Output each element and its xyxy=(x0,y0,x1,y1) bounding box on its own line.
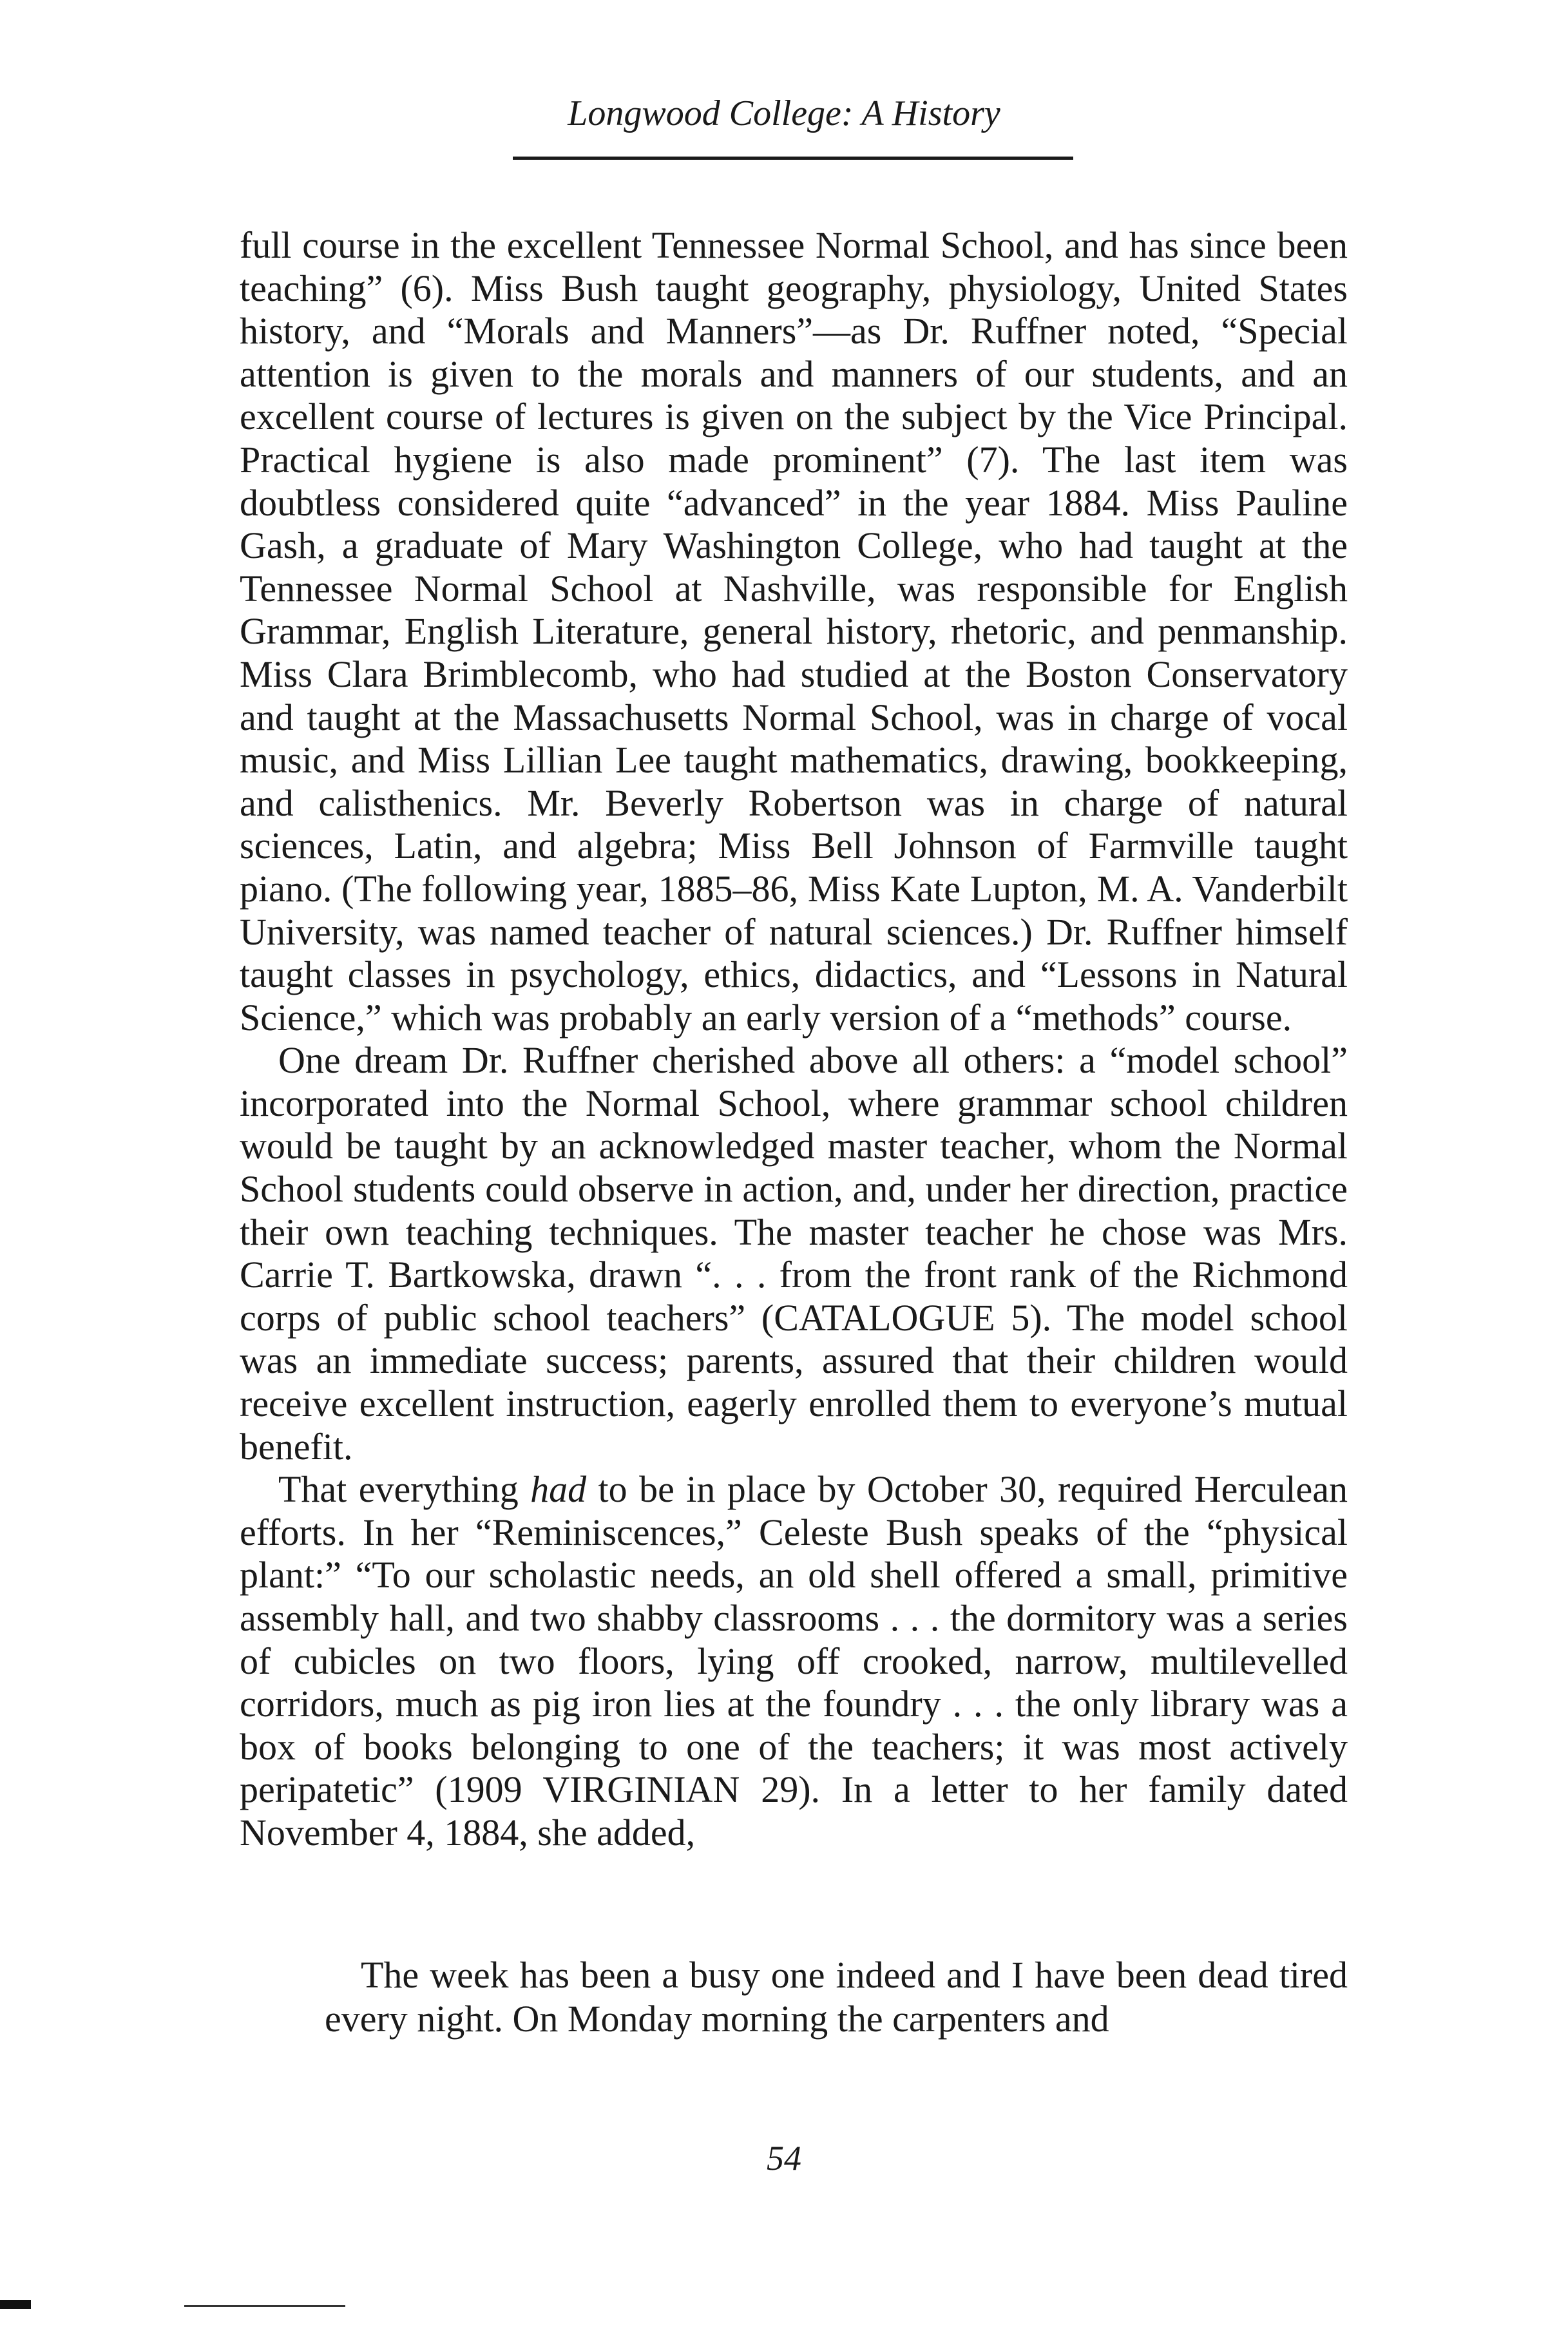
scan-edge-mark xyxy=(0,2300,31,2309)
page-number: 54 xyxy=(767,2139,801,2178)
paragraph-3 xyxy=(240,1468,1348,1854)
paragraph-2: One dream Dr. Ruffner cherished above all others: a “model school” incorporated into the Normal School, where grammar school children would be taught by an acknowledged master teacher, whom the Normal School students could observe in action, and, under her direction, practice their own teaching techniques. The master teacher he chose was Mrs. Carrie T. Bartkowska, drawn “. . . from the front rank of the Richmond corps of public school teachers” (CATALOGUE 5). The model school was an immediate success; parents, assured that their children would receive excellent instruction, eagerly enrolled them to everyone’s mutual benefit. xyxy=(240,1039,1348,1468)
block-quote-text: The week has been a busy one indeed and I have been dead tired every night. On Monday morning the carpenters and xyxy=(325,1954,1348,2040)
running-head: Longwood College: A History xyxy=(568,93,1000,133)
scan-edge-line xyxy=(184,2305,345,2307)
paragraph-3-lead: That everything xyxy=(278,1468,531,1511)
body-text xyxy=(240,224,1348,1855)
header-rule xyxy=(513,157,1073,160)
paragraph-1: full course in the excellent Tennessee Normal School, and has since been teaching” (6). Miss Bush taught geography, physiology, United States history, and “Morals and Manners”—as Dr. Ruffner noted, “Special attention is given to the morals and manners of our students, and an excellent course of lectures is given on the subject by the Vice Principal. Practical hygiene is also made prominent” (7). The last item was doubtless considered quite “advanced” in the year 1884. Miss Pauline Gash, a graduate of Mary Washington College, who had taught at the Tennessee Normal School at Nashville, was responsible for English Grammar, English Literature, general history, rhetoric, and penmanship. Miss Clara Brimblecomb, who had studied at the Boston Conservatory and taught at the Massachusetts Normal School, was in charge of vocal music, and Miss Lillian Lee taught mathematics, drawing, bookkeeping, and calisthenics. Mr. Beverly Robertson was in charge of natural sciences, Latin, and algebra; Miss Bell Johnson of Farmville taught piano. (The following year, 1885–86, Miss Kate Lupton, M. A. Vanderbilt University, was named teacher of natural sciences.) Dr. Ruffner himself taught classes in psychology, ethics, didactics, and “Lessons in Natural Science,” which was probably an early version of a “methods” course. xyxy=(240,224,1348,1039)
paragraph-3-rest: to be in place by October 30, required Herculean efforts. In her “Reminiscences,” Celeste Bush speaks of the “physical plant:” “To our scholastic needs, an old shell offered a small, primitive assembly hall, and two shabby classrooms . . . the dormitory was a series of cubicles on two floors, lying off crooked, narrow, multilevelled corridors, much as pig iron lies at the foundry . . . the only library was a box of books belonging to one of the teachers; it was most actively peripatetic” (1909 VIRGINIAN 29). In a letter to her family dated November 4, 1884, she added, xyxy=(240,1468,1348,1853)
block-quote xyxy=(325,1953,1348,2041)
paragraph-3-emphasis: had xyxy=(530,1468,587,1511)
